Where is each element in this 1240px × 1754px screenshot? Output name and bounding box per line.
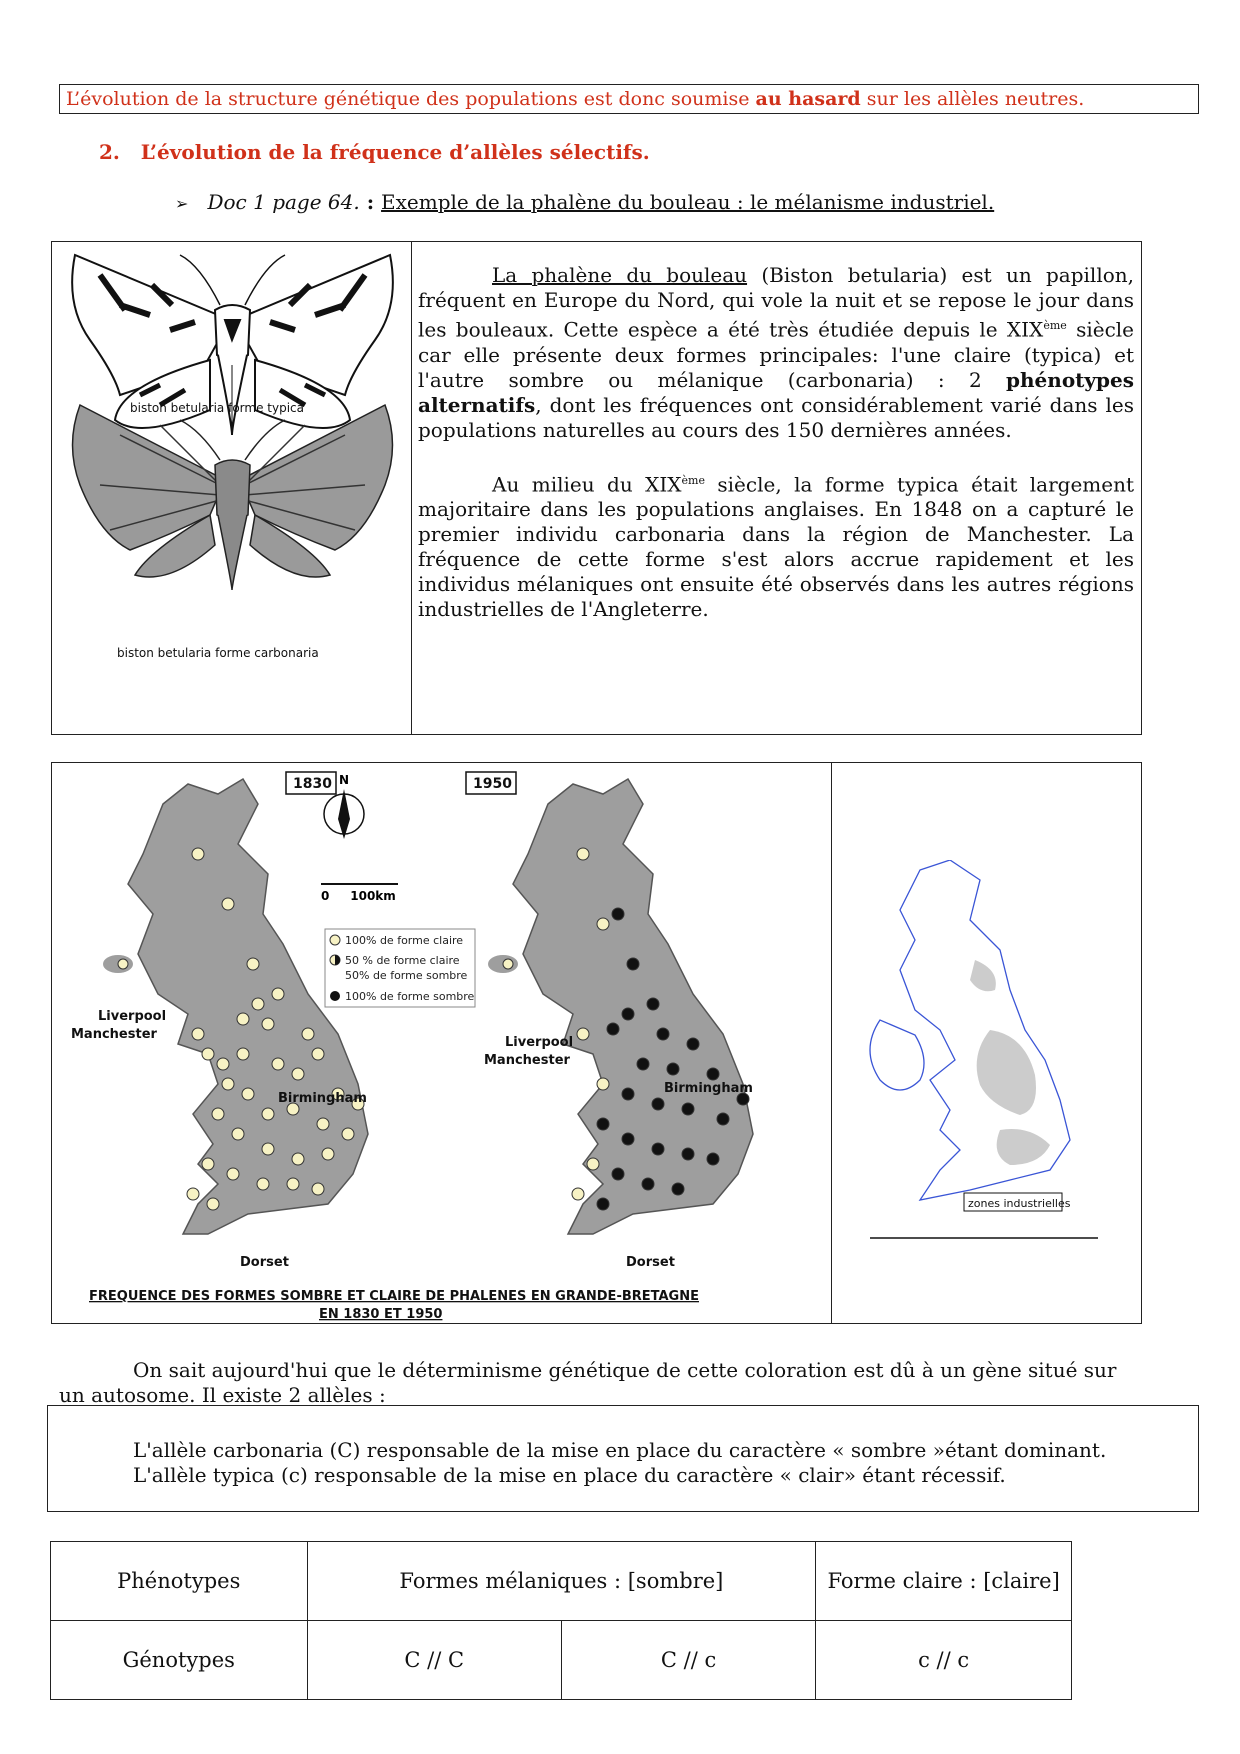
description-paragraph-2 (418, 468, 1134, 623)
description-subject: La phalène du bouleau (492, 263, 748, 287)
description-p2-b: siècle, la forme typica était largement majoritaire dans les populations anglaises. En 1848 on a capturé le premier individu carbonaria dans la région de Manchester. La fréquence de cette forme s'est alors accrue rapidement et les individus mélaniques ont ensuite été observés dans les autres régions industrielles de l'Angleterre. (418, 472, 1135, 622)
industrial-label: zones industrielles (968, 1197, 1071, 1210)
table-cell-cc: c // c (816, 1621, 1072, 1700)
map-caption (89, 1289, 699, 1322)
moth-illustrations (60, 245, 405, 665)
city-birmingham-right: Birmingham (664, 1081, 753, 1096)
description-p1-sup: ème (1043, 319, 1067, 332)
industrial-zones-map (860, 860, 1110, 1250)
city-birmingham-left: Birmingham (278, 1091, 367, 1106)
map-scale (321, 884, 398, 903)
scale-label: 0 100km (321, 889, 396, 903)
allele-line-2: L'allèle typica (c) responsable de la mise en place du caractère « clair» étant récessif. (133, 1463, 1006, 1487)
description-p1-b: siècle car elle présente deux formes principales: l'une claire (typica) et l'autre sombre ou mélanique (carbonaria) : 2 (418, 317, 1134, 392)
moth-description (418, 263, 1134, 647)
intro-text-after: sur les allèles neutres. (860, 88, 1085, 110)
allele-line-1: L'allèle carbonaria (C) responsable de la mise en place du caractère « sombre »étant dominant. (133, 1438, 1107, 1462)
table-row (51, 1621, 1072, 1700)
legend-item-half-b: 50% de forme sombre (345, 969, 468, 982)
table-row (51, 1542, 1072, 1621)
map-1950 (466, 772, 753, 1234)
table-header-genotypes: Génotypes (51, 1621, 308, 1700)
caption-typica: biston betularia forme typica (130, 401, 304, 415)
moth-divider (411, 241, 412, 735)
description-p1-c: , dont les fréquences ont considérablement varié dans les populations naturelles au cours des 150 dernières années. (418, 392, 1134, 442)
city-liverpool-right: Liverpool (505, 1035, 574, 1050)
intro-bold: au hasard (755, 88, 861, 110)
table-header-phenotypes: Phénotypes (51, 1542, 308, 1621)
city-manchester-right: Manchester (484, 1053, 570, 1068)
description-p1-a: (Biston betularia) est un papillon, fréquent en Europe du Nord, qui vole la nuit et se repose le jour dans les bouleaux. Cette espèce a été très étudiée depuis le XIX (418, 263, 1134, 342)
intro-box (59, 84, 1199, 114)
doc-ref-italic: Doc 1 page 64. (207, 190, 360, 214)
year-1950-label: 1950 (473, 776, 512, 792)
city-liverpool-left: Liverpool (98, 1009, 167, 1024)
section-title: L’évolution de la fréquence d’allèles sélectifs. (140, 140, 650, 164)
section-heading (99, 140, 650, 164)
section-number: 2. (99, 140, 120, 164)
map-caption-line-2: EN 1830 ET 1950 (319, 1307, 443, 1322)
legend-item-light: 100% de forme claire (345, 934, 464, 947)
doc-reference (175, 190, 994, 214)
map-divider (831, 762, 832, 1324)
city-dorset-right: Dorset (626, 1255, 675, 1270)
description-p2-sup: ème (681, 473, 705, 487)
table-cell-Cc: C // c (561, 1621, 815, 1700)
intro-text-before: L’évolution de la structure génétique des populations est donc soumise (66, 88, 756, 110)
legend-item-dark: 100% de forme sombre (345, 990, 475, 1003)
year-1830-label: 1830 (293, 776, 332, 792)
table-cell-CC: C // C (307, 1621, 561, 1700)
phenotype-genotype-table (50, 1541, 1072, 1700)
doc-ref-colon: : (359, 190, 382, 214)
city-dorset-left: Dorset (240, 1255, 289, 1270)
map-legend (325, 929, 475, 1007)
doc-ref-title: Exemple de la phalène du bouleau : le mélanisme industriel. (381, 190, 995, 214)
genetics-text: On sait aujourd'hui que le déterminisme génétique de cette coloration est dû à un gène situé sur un autosome. Il existe 2 allèles : (59, 1358, 1117, 1407)
map-caption-line-1: FREQUENCE DES FORMES SOMBRE ET CLAIRE DE PHALENES EN GRANDE-BRETAGNE (89, 1289, 699, 1304)
north-label: N (339, 773, 350, 787)
frequency-maps (53, 764, 829, 1322)
description-p1-bold: phénotypes alternatifs (418, 367, 1134, 417)
city-manchester-left: Manchester (71, 1027, 157, 1042)
bullet-icon: ➢ (175, 194, 189, 213)
description-p2-a: Au milieu du XIX (492, 472, 682, 497)
legend-item-half-a: 50 % de forme claire (345, 954, 460, 967)
description-paragraph-1 (418, 263, 1134, 443)
table-cell-light: Forme claire : [claire] (816, 1542, 1072, 1621)
caption-carbonaria: biston betularia forme carbonaria (117, 646, 319, 660)
table-cell-melanic: Formes mélaniques : [sombre] (307, 1542, 816, 1621)
